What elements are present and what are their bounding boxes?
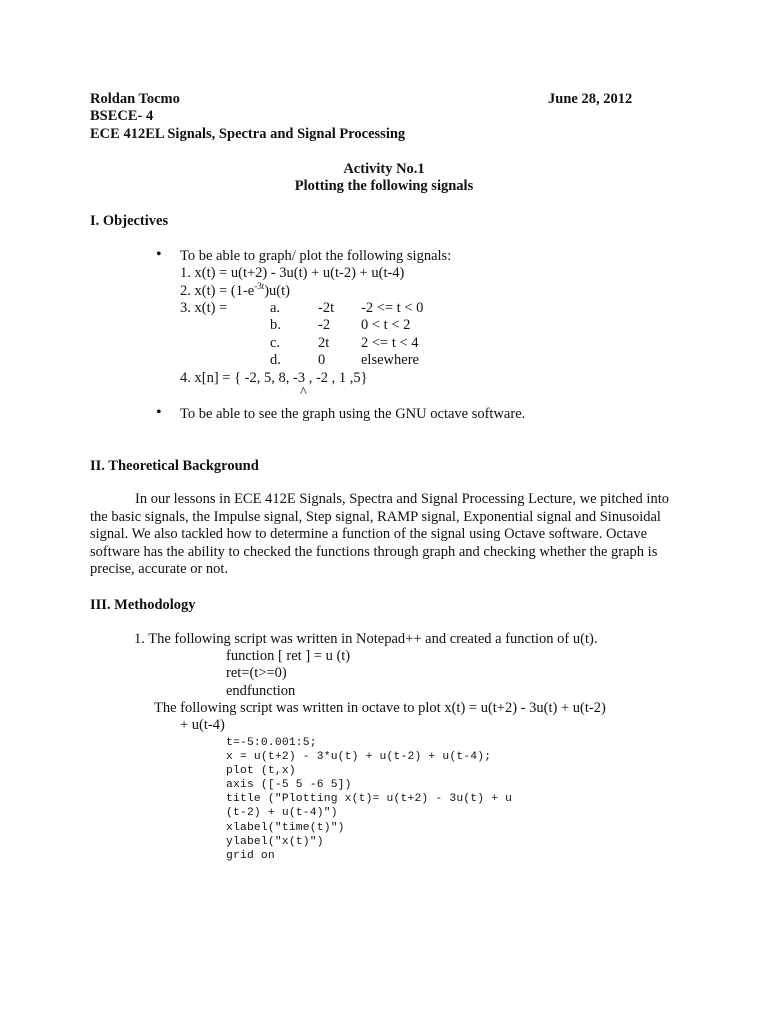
methodology-heading: III. Methodology (90, 597, 196, 613)
piecewise-letter: a. (270, 300, 281, 316)
objectives-heading: I. Objectives (90, 213, 169, 229)
function-line: ret=(t>=0) (226, 665, 287, 681)
function-line: function [ ret ] = u (t) (226, 648, 351, 664)
piecewise-letter: c. (270, 335, 281, 351)
piecewise-cond: elsewhere (361, 352, 419, 368)
piecewise-letter: b. (270, 317, 281, 333)
methodology-step-1: 1. The following script was written in Notepad++ and created a function of u(t). (134, 631, 598, 647)
theory-paragraph: In our lessons in ECE 412E Signals, Spectra and Signal Processing Lecture, we pitched into the basic signals, the Impulse signal, Step signal, RAMP signal, Exponential signal and Sinusoidal signal. We also tackled how to determine a function of the signal using Octave software. Octave software has the ability to checked the functions through graph and checking whether the graph is precise, accurate or not. (90, 491, 669, 578)
document-date: June 28, 2012 (548, 91, 633, 107)
course-line: BSECE- 4 (90, 108, 154, 124)
piecewise-expr: 2t (318, 335, 330, 351)
signal-item-2: 2. $x(t) = (1-e^{-3t})u(t)$ (180, 281, 290, 299)
octave-intro-line: The following script was written in octave to plot x(t) = u(t+2) - 3u(t) + u(t-2) (154, 700, 606, 716)
activity-title: Activity No.1 (343, 161, 425, 177)
bullet-dot: • (156, 246, 162, 263)
bullet-dot: • (156, 404, 162, 421)
objective-bullet-1: To be able to graph/ plot the following signals: (180, 248, 452, 264)
subject-line: ECE 412EL Signals, Spectra and Signal Processing (90, 126, 406, 142)
function-line: endfunction (226, 683, 296, 699)
piecewise-letter: d. (270, 352, 281, 368)
signal-item-3-label: 3. x(t) = (180, 300, 228, 316)
piecewise-cond: 2 <= t < 4 (361, 335, 419, 351)
activity-subtitle: Plotting the following signals (294, 178, 474, 194)
piecewise-expr: 0 (318, 352, 326, 368)
signal-item-1: 1. x(t) = u(t+2) - 3u(t) + u(t-2) + u(t-4) (180, 265, 405, 281)
octave-intro-line-2: + u(t-4) (180, 717, 225, 733)
theory-heading: II. Theoretical Background (90, 458, 259, 474)
piecewise-expr: -2 (318, 317, 331, 333)
signal-item-4: 4. x[n] = { -2, 5, 8, -3 , -2 , 1 ,5} (180, 370, 368, 386)
piecewise-expr: -2t (318, 300, 335, 316)
objective-bullet-2: To be able to see the graph using the GNU octave software. (180, 406, 526, 422)
piecewise-cond: 0 < t < 2 (361, 317, 411, 333)
octave-code-block: t=-5:0.001:5; x = u(t+2) - 3*u(t) + u(t-2) + u(t-4); plot (t,x) axis ([-5 5 -6 5]) title ("Plotting x(t)= u(t+2) - 3u(t) + u (t-2) + u(t-4)") xlabel("time(t)") ylabel("x(t)") grid on (226, 737, 513, 862)
piecewise-cond: -2 <= t < 0 (361, 300, 424, 316)
author-name: Roldan Tocmo (90, 91, 180, 107)
caret-marker: ^ (300, 385, 307, 401)
